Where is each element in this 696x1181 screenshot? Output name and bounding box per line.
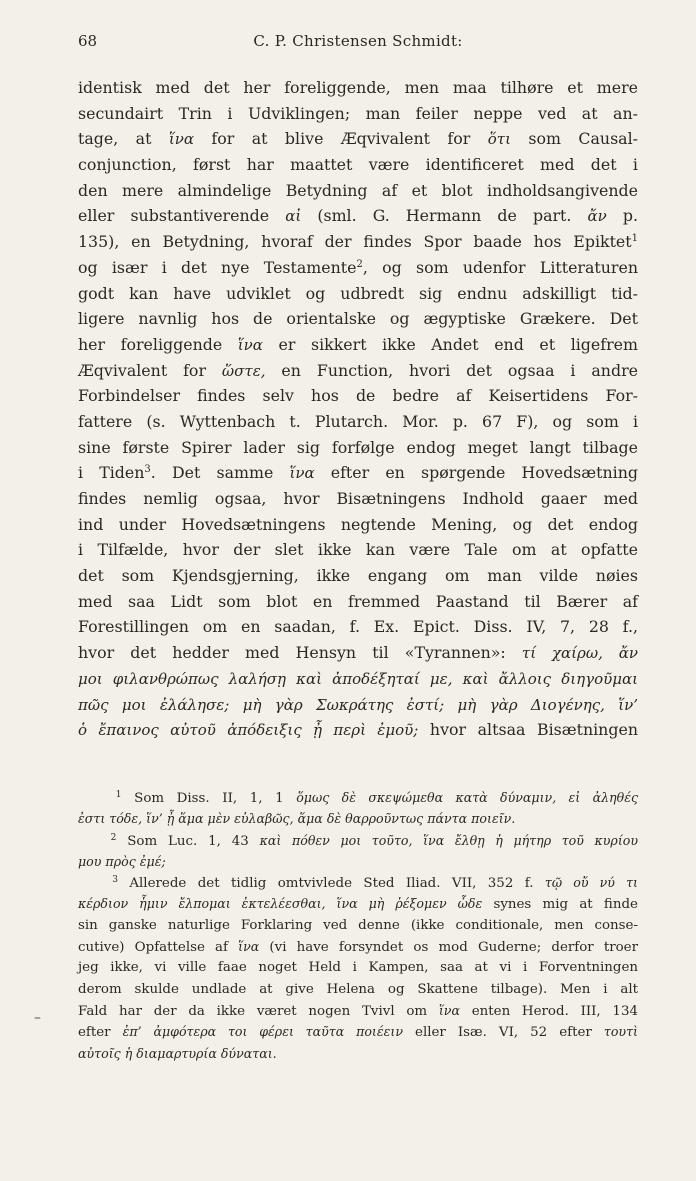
greek-word: ἄν bbox=[587, 207, 607, 226]
greek-quote: ἐστι τόδε, ἵν’ ᾖ ἅμα μὲν εὐλαβῶς, ἅμα δὲ θαρροῦντως πάντα ποιεῖν. bbox=[78, 811, 516, 827]
footnote-3 bbox=[78, 872, 638, 893]
footnote-line bbox=[78, 1021, 638, 1042]
text-span: enten Herod. III, 134 bbox=[459, 1003, 638, 1019]
text-line bbox=[78, 178, 638, 204]
text-span: , og som udenfor Litteraturen bbox=[362, 257, 639, 277]
footnote-2 bbox=[78, 830, 638, 851]
text-line bbox=[78, 486, 638, 512]
text-span: en Function, hvori det ogsaa i andre bbox=[265, 360, 638, 380]
greek-quote: τί χαίρω, ἄν bbox=[521, 644, 638, 663]
greek-quote: αὐτοῖς ἡ διαμαρτυρία δύναται. bbox=[78, 1045, 277, 1061]
text-span: i Tiden bbox=[78, 463, 145, 483]
text-line bbox=[78, 435, 638, 461]
text-line bbox=[78, 666, 638, 692]
text-line bbox=[78, 409, 638, 435]
text-span: Æqvivalent for bbox=[78, 360, 222, 380]
footnote-marker: 1 bbox=[115, 790, 122, 800]
text-line bbox=[78, 229, 638, 255]
text-span: Fald har der da ikke været nogen Tvivl om bbox=[78, 1003, 439, 1019]
text-span: (vi have forsyndet os mod Guderne; derfor troer bbox=[259, 940, 639, 956]
greek-word: ὅτι bbox=[487, 130, 511, 149]
text-line bbox=[78, 383, 638, 409]
greek-quote: ἐπ’ ἀμφότερα τοι φέρει ταῦτα ποιέειν bbox=[122, 1024, 403, 1040]
greek-quote: μου πρὸς ἐμέ; bbox=[78, 853, 166, 869]
text-line bbox=[78, 640, 638, 666]
text-span: synes mig at finde bbox=[482, 897, 638, 913]
greek-word: ὥστε, bbox=[221, 361, 266, 380]
text-line bbox=[78, 306, 638, 332]
text-span: fattere (s. Wyttenbach t. Plutarch. Mor. p. 67 F), og som i bbox=[78, 411, 638, 431]
greek-quote: ὅμως δὲ σκεψώμεθα κατὰ δύναμιν, εἰ ἀληθές bbox=[296, 790, 638, 805]
greek-quote: πῶς μοι ἐλάλησε; μὴ γὰρ Σωκράτης ἐστί; μὴ γὰρ Διογένης, ἵν’ bbox=[78, 695, 638, 714]
text-span: identisk med det her foreliggende, men maa tilhøre et mere bbox=[78, 78, 638, 97]
text-line bbox=[78, 563, 638, 589]
text-span: Allerede det tidlig omtvivlede Sted Iliad. VII, 352 f. bbox=[129, 876, 545, 892]
text-span: godt kan have udviklet og udbredt sig endnu adskilligt tid- bbox=[78, 283, 638, 303]
text-span: her foreliggende bbox=[78, 334, 238, 354]
text-span: eller Isæ. VI, 52 efter bbox=[402, 1025, 604, 1041]
text-line bbox=[78, 358, 638, 384]
text-span: efter en spørgende Hovedsætning bbox=[314, 463, 638, 483]
text-span: cutive) Opfattelse af bbox=[78, 940, 239, 956]
text-span: . Det samme bbox=[150, 463, 290, 483]
text-span: sine første Spirer lader sig forfølge endog meget langt tilbage bbox=[78, 437, 638, 457]
greek-word: τουτὶ bbox=[603, 1024, 638, 1040]
text-span: jeg ikke, vi ville faae noget Held i Kampen, saa at vi i Forventningen bbox=[78, 960, 638, 976]
text-span: findes nemlig ogsaa, hvor Bisætningens Indhold gaaer med bbox=[78, 489, 638, 508]
footnote-line bbox=[78, 1000, 638, 1021]
text-span: ind under Hovedsætningens negtende Mening, og det endog bbox=[78, 514, 638, 534]
text-line bbox=[78, 152, 638, 178]
text-span: Som Luc. 1, 43 bbox=[127, 833, 260, 849]
text-span: 135), en Betydning, hvoraf der findes Spor baade hos Epiktet bbox=[78, 232, 632, 252]
text-span: hvor det hedder med Hensyn til «Tyrannen»: bbox=[78, 643, 522, 663]
footnote-line bbox=[78, 851, 638, 872]
text-span: det som Kjendsgjerning, ikke engang om man vilde nøies bbox=[78, 566, 638, 586]
text-span: med saa Lidt som blot en fremmed Paastand til Bærer af bbox=[78, 591, 638, 611]
text-span: hvor altsaa Bisætningen bbox=[418, 720, 638, 740]
greek-quote: ὁ ἔπαινος αὐτοῦ ἀπόδειξις ᾖ περὶ ἐμοῦ; bbox=[78, 721, 419, 740]
footnote-line bbox=[78, 957, 638, 978]
text-line bbox=[78, 203, 638, 229]
greek-word: ἵνα bbox=[438, 1002, 460, 1018]
text-line bbox=[78, 75, 638, 101]
greek-quote: καὶ πόθεν μοι τοῦτο, ἵνα ἔλθῃ ἡ μήτηρ τοῦ κυρίου bbox=[259, 832, 639, 848]
main-text bbox=[78, 75, 638, 743]
footnote-1 bbox=[78, 787, 638, 808]
text-line bbox=[78, 281, 638, 307]
text-span: efter bbox=[78, 1025, 123, 1041]
footnote-line bbox=[78, 979, 638, 1000]
page-number: 68 bbox=[78, 32, 98, 50]
footnote-marker: 3 bbox=[112, 875, 118, 886]
footnotes bbox=[78, 787, 638, 1064]
text-span: i Tilfælde, hvor der slet ikke kan være Tale om at opfatte bbox=[78, 540, 638, 560]
text-line bbox=[78, 589, 638, 615]
text-span: sin ganske naturlige Forklaring ved denne (ikke conditionale, men conse- bbox=[78, 917, 638, 933]
text-span: som Causal- bbox=[510, 129, 638, 149]
footnote-line bbox=[78, 915, 638, 936]
text-span: tage, at bbox=[78, 129, 169, 149]
running-title: C. P. Christensen Schmidt: bbox=[253, 32, 463, 50]
text-span: (sml. G. Hermann de part. bbox=[301, 206, 588, 226]
text-line bbox=[78, 101, 638, 127]
greek-word: ἵνα bbox=[237, 335, 263, 354]
greek-word: ἵνα bbox=[238, 939, 260, 955]
running-head bbox=[78, 32, 638, 56]
text-line bbox=[78, 512, 638, 538]
text-span: conjunction, først har maattet være identificeret med det i bbox=[78, 155, 638, 175]
text-span: Forestillingen om en saadan, f. Ex. Epict. Diss. IV, 7, 28 f., bbox=[78, 617, 638, 637]
text-span: er sikkert ikke Andet end et ligefrem bbox=[262, 334, 638, 354]
text-span: og især i det nye Testamente bbox=[78, 257, 357, 277]
text-line bbox=[78, 537, 638, 563]
text-line bbox=[78, 460, 638, 486]
text-span: p. bbox=[606, 206, 639, 226]
text-span: derom skulde undlade at give Helena og Skattene tilbage). Men i alt bbox=[78, 981, 638, 997]
text-line bbox=[78, 614, 638, 640]
text-span: Forbindelser findes selv hos de bedre af Keisertidens For- bbox=[78, 386, 638, 406]
greek-quote: μοι φιλανθρώπως λαλήσῃ καὶ ἀποδέξηταί με, καὶ ἄλλοις διηγοῦμαι bbox=[78, 669, 638, 688]
greek-quote: κέρδιον ἧμιν ἔλπομαι ἐκτελέεσθαι, ἵνα μὴ ῥέξομεν ὧδε bbox=[78, 896, 483, 912]
footnote-marker: 2 bbox=[110, 832, 117, 843]
text-span: Som Diss. II, 1, 1 bbox=[134, 791, 297, 806]
greek-quote: τῷ οὔ νύ τι bbox=[544, 875, 638, 891]
text-line bbox=[78, 255, 638, 281]
greek-word: αἰ bbox=[285, 207, 302, 226]
footnote-reference: 1 bbox=[631, 233, 638, 245]
footnote-line bbox=[78, 936, 638, 957]
text-line bbox=[78, 126, 638, 152]
greek-word: ἵνα bbox=[168, 130, 194, 149]
footnote-line bbox=[78, 808, 638, 829]
text-line bbox=[78, 717, 638, 743]
text-span: secundairt Trin i Udviklingen; man feiler neppe ved at an- bbox=[78, 103, 638, 123]
greek-word: ἵνα bbox=[289, 464, 315, 483]
text-span: eller substantiverende bbox=[78, 206, 286, 226]
footnote-reference: 2 bbox=[356, 258, 363, 270]
text-span: den mere almindelige Betydning af et blot indholdsangivende bbox=[78, 180, 638, 200]
text-span: for at blive Æqvivalent for bbox=[194, 129, 488, 149]
text-line bbox=[78, 332, 638, 358]
text-line bbox=[78, 692, 638, 718]
footnote-line bbox=[78, 1043, 638, 1064]
text-span: ligere navnlig hos de orientalske og ægyptiske Grækere. Det bbox=[78, 309, 638, 329]
footnote-line bbox=[78, 893, 638, 914]
footnote-reference: 3 bbox=[144, 464, 151, 476]
margin-mark: – bbox=[34, 1010, 41, 1026]
